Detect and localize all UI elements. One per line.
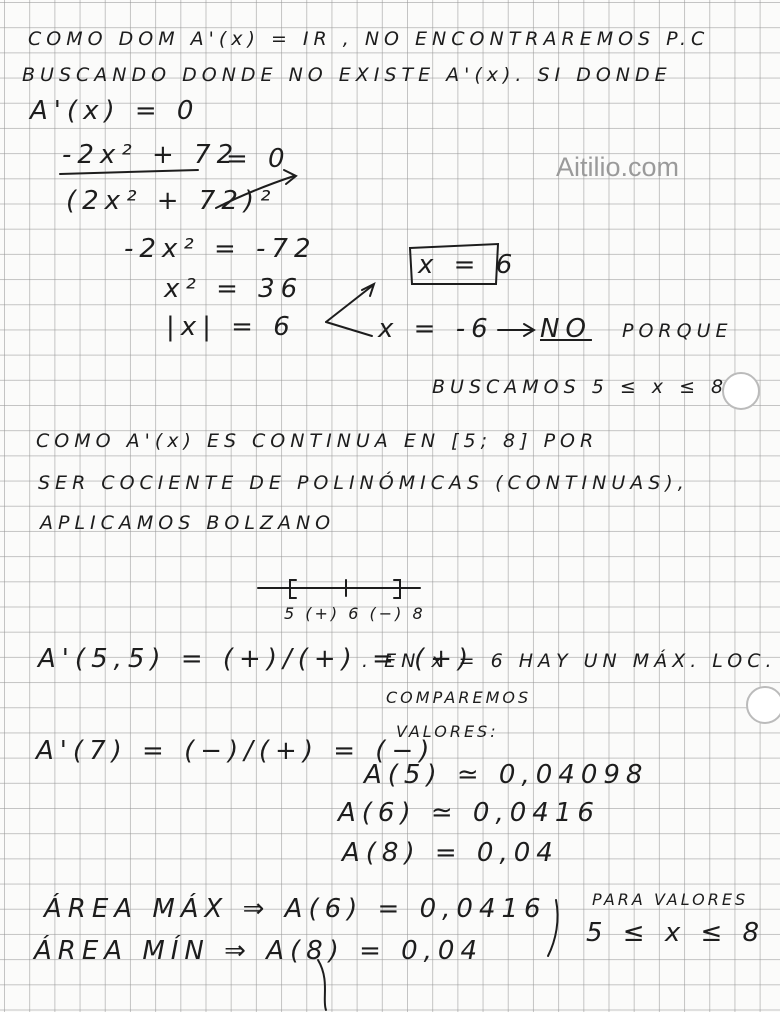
branch-arrow-down xyxy=(326,322,372,336)
derivative-at-7: A'(7) = (−)/(+) = (−) xyxy=(36,736,436,766)
fraction-numerator: -2x² + 72 xyxy=(62,140,240,170)
value-a5: A(5) ≃ 0,04098 xyxy=(364,760,649,790)
watermark-text: Aitilio.com xyxy=(556,152,680,182)
porque-label: PORQUE xyxy=(622,320,733,342)
branch-arrow-up xyxy=(326,286,372,322)
fraction-equals: = 0 xyxy=(226,144,291,174)
step-2: x² = 36 xyxy=(164,274,304,304)
para-valores: PARA VALORES xyxy=(592,890,749,909)
sign-interval: 5 (+) 6 (−) 8 xyxy=(284,604,426,623)
buscamos-range: BUSCAMOS 5 ≤ x ≤ 8 xyxy=(432,376,729,398)
right-bracket-area xyxy=(548,900,558,956)
fraction-denominator: (2x² + 72)² xyxy=(66,186,277,216)
step-1: -2x² = -72 xyxy=(124,234,317,264)
final-range: 5 ≤ x ≤ 8 xyxy=(586,918,766,948)
trailing-stroke xyxy=(318,960,326,1010)
area-max: ÁREA MÁX ⇒ A(6) = 0,0416 xyxy=(44,894,547,924)
valores-text: VALORES: xyxy=(396,722,499,741)
max-local-text: . EN x = 6 HAY UN MÁX. LOC. xyxy=(362,650,777,672)
continuity-line-3: APLICAMOS BOLZANO xyxy=(40,512,336,534)
curved-arrow xyxy=(216,176,294,208)
area-min: ÁREA MÍN ⇒ A(8) = 0,04 xyxy=(34,936,484,966)
fraction-bar xyxy=(60,170,198,174)
continuity-line-1: COMO A'(x) ES CONTINUA EN [5; 8] POR xyxy=(36,430,599,452)
line-buscando: BUSCANDO DONDE NO EXISTE A'(x). SI DONDE xyxy=(22,64,672,86)
line-dom: COMO DOM A'(x) = IR , NO ENCONTRAREMOS P.C xyxy=(28,28,710,50)
derivative-at-5-5: A'(5,5) = (+)/(+) = (+) xyxy=(38,644,475,674)
value-a8: A(8) = 0,04 xyxy=(342,838,559,868)
no-label: NO xyxy=(540,314,592,344)
negative-solution: x = -6 xyxy=(378,314,494,344)
comparemos-text: COMPAREMOS xyxy=(386,688,532,707)
step-3: |x| = 6 xyxy=(166,312,296,342)
value-a6: A(6) ≃ 0,0416 xyxy=(338,798,600,828)
line-derivative-zero: A'(x) = 0 xyxy=(30,96,200,126)
solution-box xyxy=(410,244,498,284)
continuity-line-2: SER COCIENTE DE POLINÓMICAS (CONTINUAS), xyxy=(38,472,689,494)
boxed-solution: x = 6 xyxy=(418,250,519,280)
